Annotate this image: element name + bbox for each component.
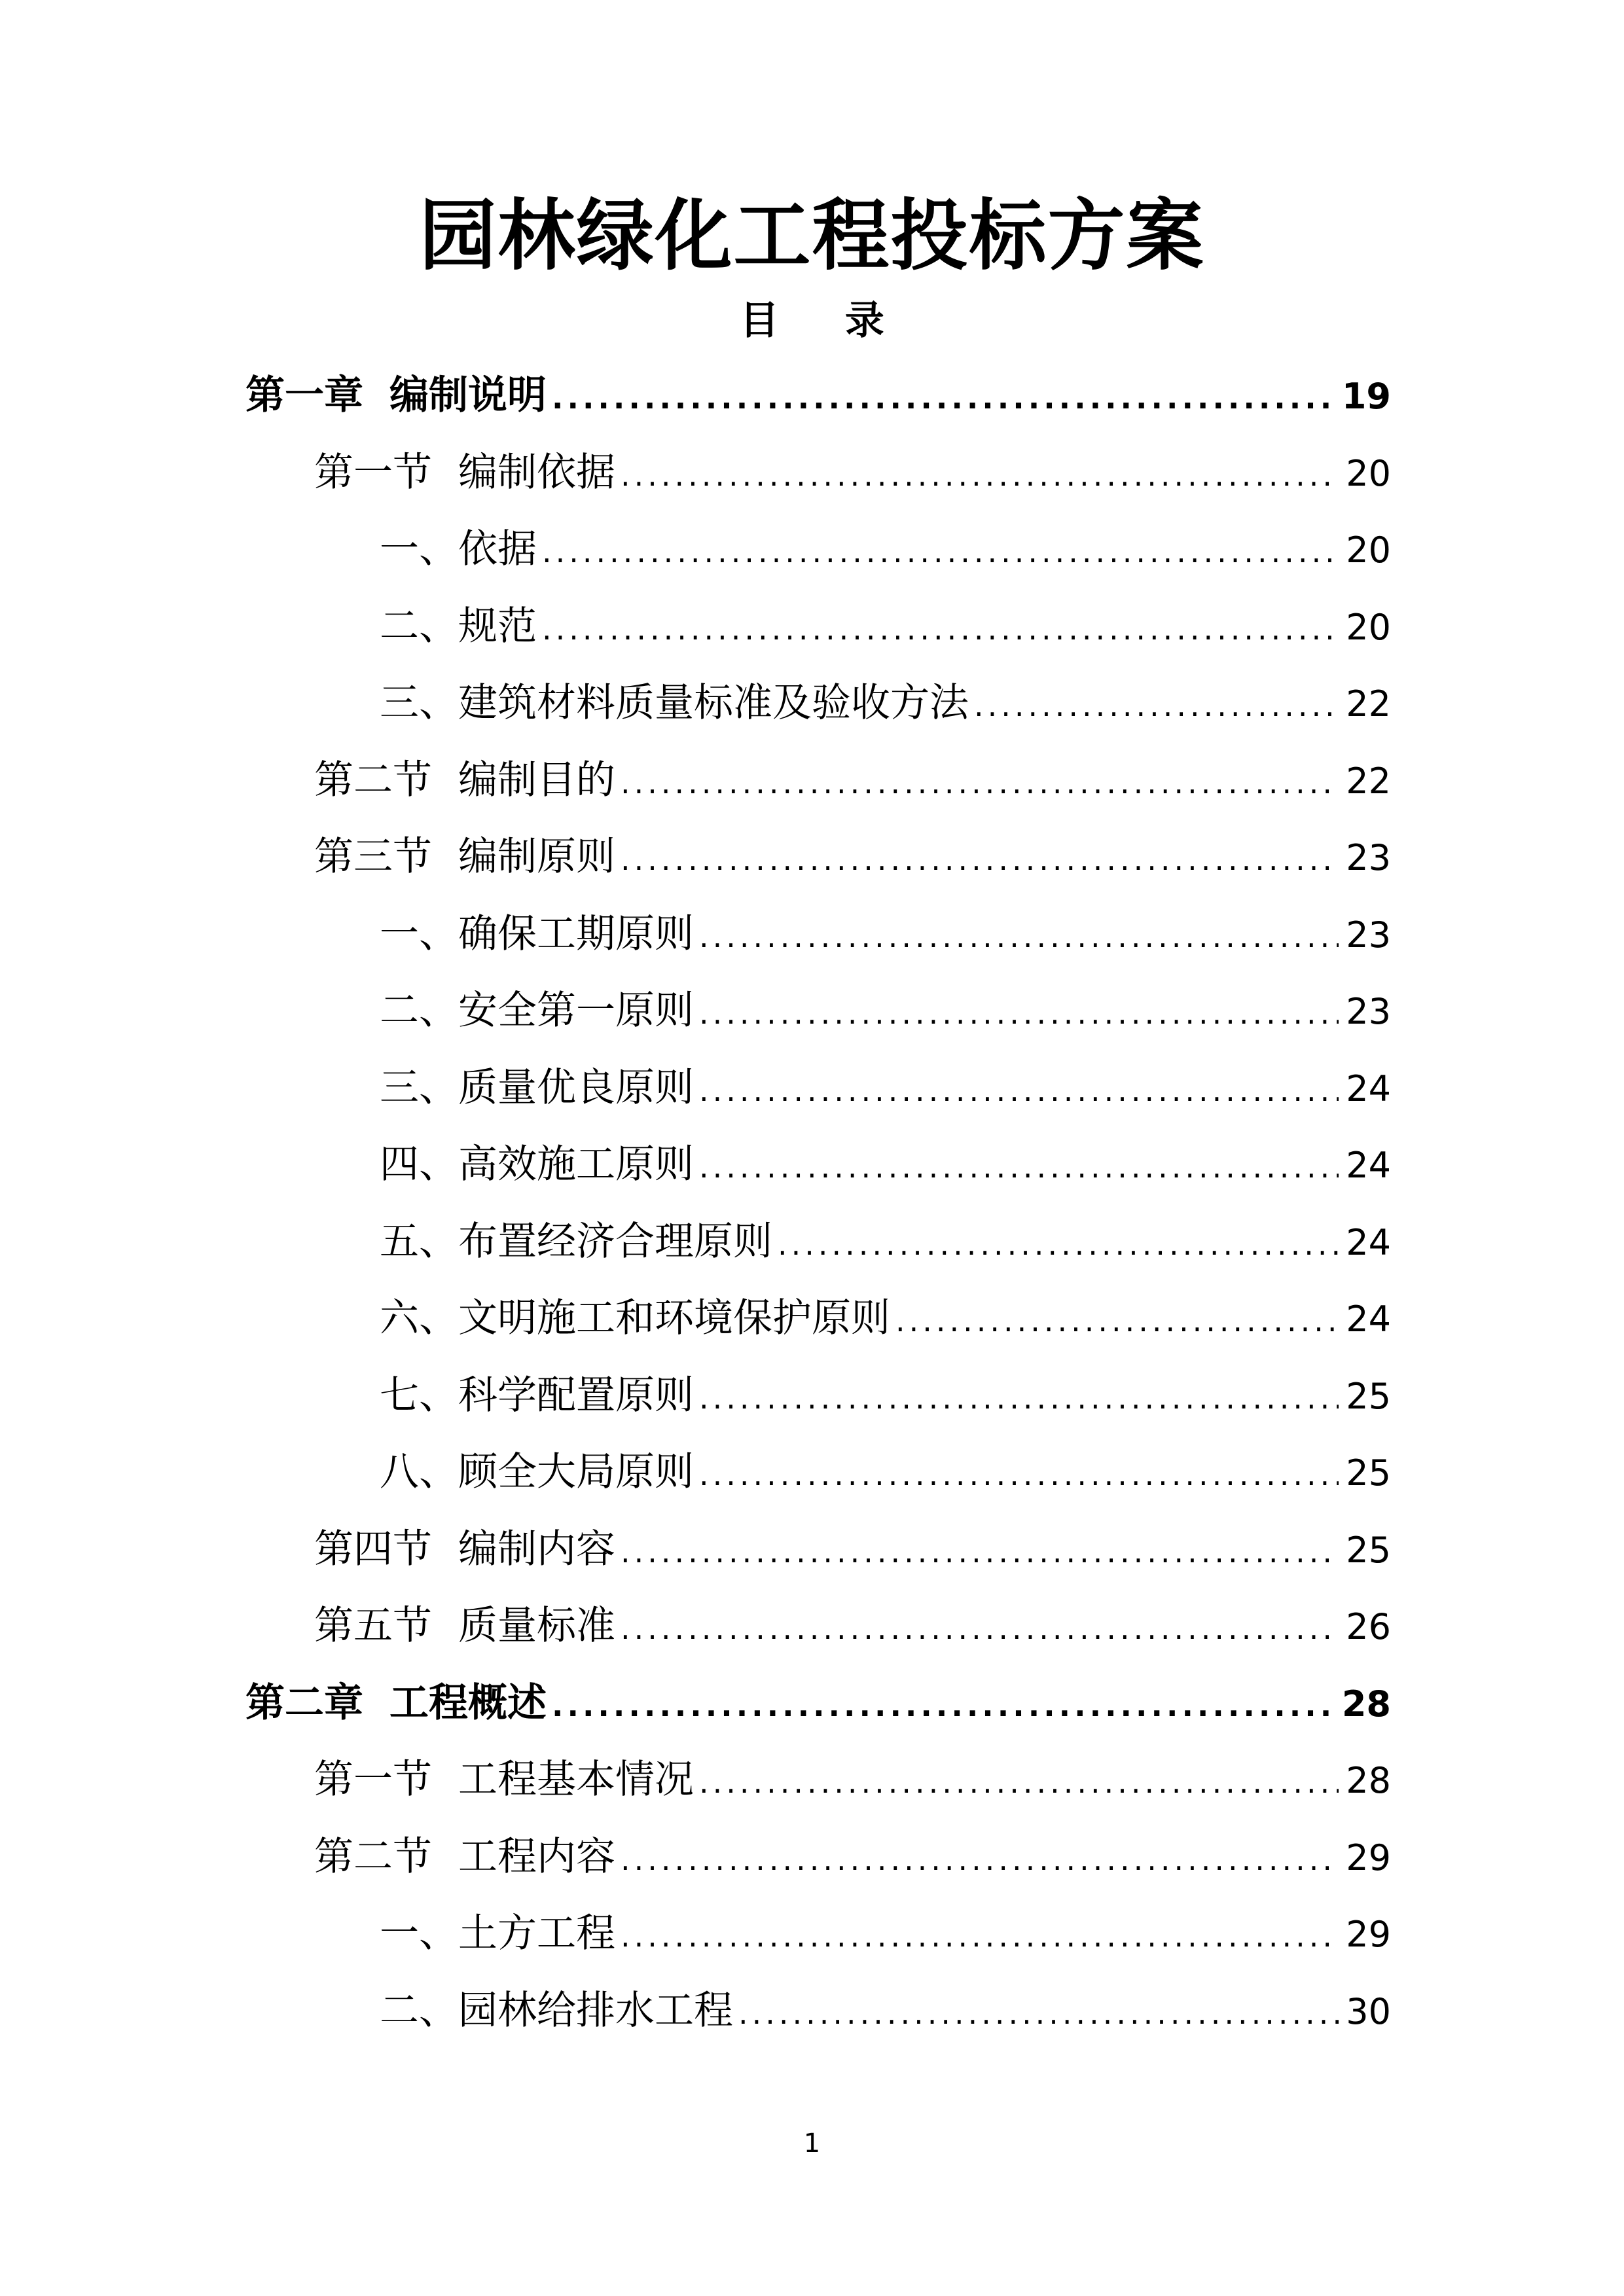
toc-entry-page: 29 [1346, 1837, 1391, 1878]
toc-entry-number: 四、 [380, 1141, 458, 1187]
toc-entry-label [314, 819, 615, 896]
toc-dot-leader [895, 1283, 1339, 1360]
toc-entry-page: 20 [1346, 452, 1391, 494]
toc-entry-page: 29 [1346, 1914, 1391, 1955]
toc-entry-page: 22 [1346, 683, 1391, 725]
toc-entry-number: 八、 [380, 1449, 458, 1495]
toc-entry-number: 二、 [380, 603, 458, 649]
toc-entry-page: 26 [1346, 1606, 1391, 1647]
toc-entry-page: 25 [1346, 1529, 1391, 1571]
toc-entry-number: 第二章 [245, 1679, 363, 1726]
toc-entry[interactable] [245, 1511, 1391, 1588]
toc-entry-number: 二、 [380, 1987, 458, 2034]
toc-entry-number: 第五节 [314, 1603, 432, 1649]
toc-entry-label [380, 1357, 694, 1435]
toc-entry-number: 六、 [380, 1295, 458, 1341]
table-of-contents [245, 357, 1391, 2049]
toc-entry-text: 质量标准 [458, 1603, 615, 1649]
toc-entry-number: 一、 [380, 1910, 458, 1956]
toc-entry[interactable] [245, 1280, 1391, 1357]
toc-entry[interactable] [245, 588, 1391, 666]
toc-dot-leader [621, 1821, 1339, 1899]
page-number: 1 [803, 2128, 821, 2159]
toc-entry-number: 一、 [380, 910, 458, 957]
toc-entry[interactable] [245, 742, 1391, 819]
toc-entry-page: 19 [1341, 376, 1391, 417]
toc-entry[interactable] [245, 1973, 1391, 2050]
toc-entry-text: 安全第一原则 [458, 988, 694, 1033]
toc-dot-leader [621, 1898, 1339, 1975]
toc-entry-number: 一、 [380, 526, 458, 572]
toc-entry-text: 编制内容 [458, 1526, 615, 1572]
toc-entry[interactable] [245, 1204, 1391, 1281]
toc-entry-page: 23 [1346, 914, 1391, 956]
toc-entry[interactable] [245, 1742, 1391, 1819]
toc-dot-leader [974, 668, 1339, 745]
toc-entry-label [314, 1742, 694, 1819]
toc-entry-label [314, 742, 615, 819]
toc-entry-text: 高效施工原则 [458, 1141, 694, 1187]
toc-entry-number: 三、 [380, 680, 458, 726]
toc-entry-label [380, 1204, 772, 1281]
toc-entry-label [380, 1434, 694, 1511]
toc-entry-number: 第二节 [314, 757, 432, 803]
toc-entry-number: 第一节 [314, 1757, 432, 1803]
toc-entry-text: 土方工程 [458, 1910, 615, 1956]
toc-entry-text: 编制说明 [389, 372, 547, 418]
toc-entry-page: 22 [1346, 760, 1391, 802]
toc-entry-label [380, 973, 694, 1050]
toc-entry-label [380, 511, 537, 588]
toc-entry-page: 28 [1341, 1683, 1391, 1725]
toc-dot-leader [621, 745, 1339, 822]
toc-entry[interactable] [245, 1588, 1391, 1665]
toc-entry-number: 第二节 [314, 1833, 432, 1880]
toc-entry-label [380, 1050, 694, 1127]
toc-entry[interactable] [245, 1357, 1391, 1435]
toc-entry[interactable] [245, 1126, 1391, 1204]
toc-entry-label [380, 1126, 694, 1204]
toc-entry-label [245, 357, 547, 435]
toc-entry[interactable] [245, 1819, 1391, 1896]
toc-entry-number: 二、 [380, 988, 458, 1033]
toc-entry-label [380, 588, 537, 666]
toc-entry[interactable] [245, 357, 1391, 435]
toc-entry[interactable] [245, 1050, 1391, 1127]
toc-entry-text: 顾全大局原则 [458, 1449, 694, 1495]
toc-entry-text: 编制原则 [458, 834, 615, 880]
toc-dot-leader [699, 899, 1339, 976]
toc-entry-text: 园林给排水工程 [458, 1987, 733, 2034]
toc-entry-text: 工程概述 [389, 1679, 547, 1726]
toc-entry-text: 规范 [458, 603, 537, 649]
toc-entry-number: 七、 [380, 1372, 458, 1418]
toc-dot-leader [699, 1052, 1339, 1130]
toc-entry-page: 24 [1346, 1067, 1391, 1109]
toc-entry-text: 编制依据 [458, 449, 615, 495]
toc-entry-number: 第一章 [245, 372, 363, 418]
toc-entry-text: 质量优良原则 [458, 1064, 694, 1111]
toc-entry-text: 依据 [458, 526, 537, 572]
toc-entry-page: 24 [1346, 1145, 1391, 1186]
toc-dot-leader [699, 975, 1339, 1052]
toc-entry-label [380, 1895, 615, 1973]
toc-entry[interactable] [245, 1665, 1391, 1742]
toc-entry-page: 20 [1346, 529, 1391, 571]
toc-entry-text: 布置经济合理原则 [458, 1218, 772, 1265]
toc-entry-page: 24 [1346, 1299, 1391, 1340]
toc-entry-page: 30 [1346, 1990, 1391, 2032]
toc-entry-number: 第四节 [314, 1526, 432, 1572]
toc-entry-page: 24 [1346, 1221, 1391, 1263]
toc-dot-leader [542, 591, 1339, 668]
toc-dot-leader [621, 1514, 1339, 1591]
toc-entry-number: 第三节 [314, 834, 432, 880]
toc-entry-label [314, 1819, 615, 1896]
toc-entry[interactable] [245, 896, 1391, 973]
toc-dot-leader [552, 360, 1337, 437]
document-title: 园林绿化工程投标方案 [419, 190, 1205, 281]
toc-entry[interactable] [245, 435, 1391, 512]
toc-dot-leader [621, 821, 1339, 899]
toc-entry[interactable] [245, 819, 1391, 896]
toc-entry-number: 三、 [380, 1064, 458, 1111]
toc-entry-text: 科学配置原则 [458, 1372, 694, 1418]
toc-dot-leader [738, 1975, 1339, 2053]
toc-dot-leader [699, 1129, 1339, 1206]
toc-entry-number: 第一节 [314, 449, 432, 495]
toc-entry-page: 23 [1346, 991, 1391, 1032]
toc-entry-page: 23 [1346, 837, 1391, 878]
toc-entry-label [314, 1588, 615, 1665]
toc-entry-text: 确保工期原则 [458, 910, 694, 957]
toc-entry[interactable] [245, 665, 1391, 742]
toc-entry-text: 工程内容 [458, 1833, 615, 1880]
toc-entry-page: 25 [1346, 1452, 1391, 1494]
toc-dot-leader [778, 1206, 1339, 1283]
toc-entry-label [245, 1665, 547, 1742]
toc-entry-label [380, 665, 969, 742]
toc-entry-label [380, 896, 694, 973]
toc-dot-leader [699, 1437, 1339, 1514]
toc-entry-text: 工程基本情况 [458, 1757, 694, 1803]
toc-entry-text: 建筑材料质量标准及验收方法 [458, 680, 969, 726]
toc-entry-label [314, 1511, 615, 1588]
toc-entry-label [380, 1280, 890, 1357]
toc-entry-page: 25 [1346, 1375, 1391, 1417]
toc-entry[interactable] [245, 511, 1391, 588]
toc-entry-number: 五、 [380, 1218, 458, 1265]
toc-dot-leader [621, 1590, 1339, 1668]
toc-dot-leader [542, 514, 1339, 591]
toc-entry-text: 编制目的 [458, 757, 615, 803]
toc-entry[interactable] [245, 1434, 1391, 1511]
toc-entry-page: 28 [1346, 1760, 1391, 1801]
toc-dot-leader [621, 437, 1339, 514]
toc-entry[interactable] [245, 1895, 1391, 1973]
toc-entry-text: 文明施工和环境保护原则 [458, 1295, 890, 1341]
toc-entry[interactable] [245, 973, 1391, 1050]
toc-entry-label [380, 1973, 733, 2050]
toc-heading: 目 录 [740, 298, 911, 344]
toc-entry-label [314, 435, 615, 512]
toc-dot-leader [699, 1744, 1339, 1821]
toc-dot-leader [552, 1668, 1337, 1745]
toc-entry-page: 20 [1346, 606, 1391, 648]
toc-dot-leader [699, 1360, 1339, 1437]
